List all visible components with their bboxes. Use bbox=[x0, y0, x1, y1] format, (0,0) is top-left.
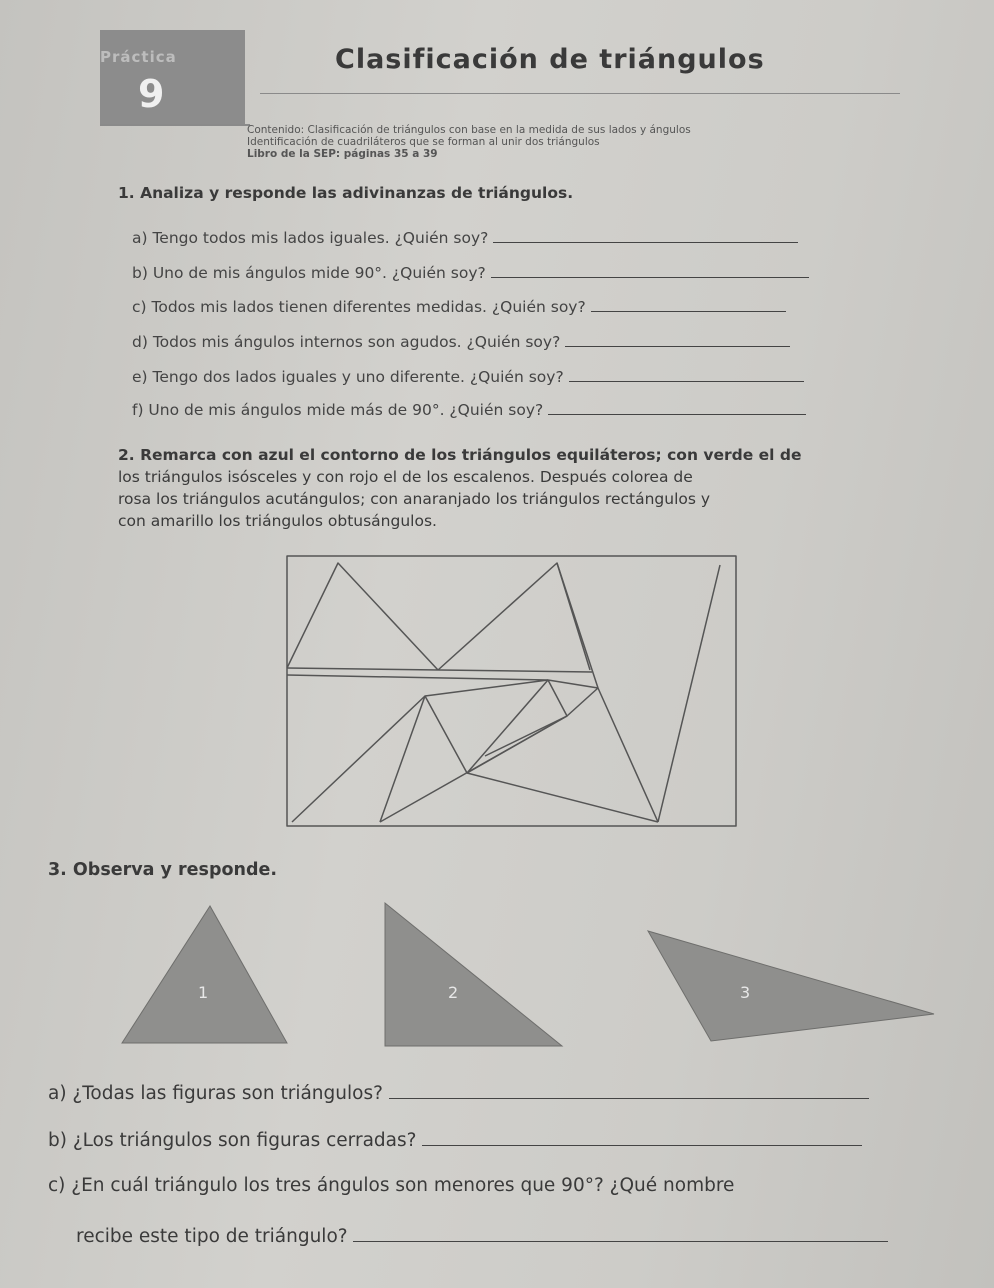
question-b bbox=[48, 1130, 862, 1151]
figure-3-triangle bbox=[648, 931, 934, 1041]
answer-blank-3b[interactable] bbox=[422, 1131, 862, 1146]
mosaic-border bbox=[287, 556, 736, 826]
mosaic-line-g bbox=[548, 680, 567, 716]
mosaic-line-j bbox=[485, 716, 567, 756]
mosaic-line-c bbox=[380, 696, 425, 822]
mosaic-line-b bbox=[292, 680, 548, 822]
mosaic-line-i bbox=[380, 716, 567, 822]
mosaic-right-edge-diagonal bbox=[658, 565, 720, 822]
mosaic-line-h bbox=[467, 773, 658, 822]
libro-text: Libro de la SEP: páginas 35 a 39 bbox=[247, 148, 438, 160]
question-c-continued-text: recibe este tipo de triángulo? bbox=[76, 1226, 348, 1247]
figure-2-label: 2 bbox=[448, 983, 459, 1002]
section2-line-2: los triángulos isósceles y con rojo el de los escalenos. Después colorea de bbox=[118, 468, 693, 486]
answer-blank-3c[interactable] bbox=[353, 1227, 888, 1242]
mosaic-triangle-center-top bbox=[438, 563, 590, 670]
riddle-c-text: c) Todos mis lados tienen diferentes medidas. ¿Quién soy? bbox=[132, 298, 586, 316]
riddle-a-text: a) Tengo todos mis lados iguales. ¿Quién soy? bbox=[132, 229, 489, 247]
riddle-f-text: f) Uno de mis ángulos mide más de 90°. ¿Quién soy? bbox=[132, 401, 544, 419]
mosaic-triangle-left-top bbox=[287, 563, 438, 670]
question-b-text: b) ¿Los triángulos son figuras cerradas? bbox=[48, 1130, 417, 1151]
page-title: Clasificación de triángulos bbox=[335, 44, 765, 75]
section2-line-3: rosa los triángulos acutángulos; con anaranjado los triángulos rectángulos y bbox=[118, 490, 711, 508]
figure-2-triangle bbox=[385, 903, 562, 1046]
contenido-text: Contenido: Clasificación de triángulos con base en la medida de sus lados y ángulos bbox=[247, 124, 691, 136]
riddle-b-text: b) Uno de mis ángulos mide 90°. ¿Quién soy? bbox=[132, 264, 486, 282]
identificacion-text: Identificación de cuadriláteros que se forman al unir dos triángulos bbox=[247, 136, 600, 148]
mosaic-line-d bbox=[425, 696, 467, 773]
figure-3-label: 3 bbox=[740, 983, 751, 1002]
figure-1-triangle bbox=[122, 906, 287, 1043]
section2-line-1: 2. Remarca con azul el contorno de los triángulos equiláteros; con verde el de bbox=[118, 446, 802, 464]
mosaic-line-e bbox=[467, 680, 598, 773]
riddle-e-text: e) Tengo dos lados iguales y uno diferente. ¿Quién soy? bbox=[132, 368, 564, 386]
question-a-text: a) ¿Todas las figuras son triángulos? bbox=[48, 1083, 383, 1104]
riddle-d-text: d) Todos mis ángulos internos son agudos. ¿Quién soy? bbox=[132, 333, 561, 351]
mosaic-line-a bbox=[287, 675, 548, 680]
practice-badge-word: Práctica bbox=[100, 48, 177, 66]
section2-line-4: con amarillo los triángulos obtusángulos. bbox=[118, 512, 437, 530]
answer-blank-3a[interactable] bbox=[389, 1084, 869, 1099]
mosaic-right-diagonal bbox=[557, 563, 658, 822]
section3-heading: 3. Observa y responde. bbox=[48, 860, 278, 880]
section1-heading: 1. Analiza y responde las adivinanzas de triángulos. bbox=[118, 184, 574, 202]
question-c: c) ¿En cuál triángulo los tres ángulos son menores que 90°? ¿Qué nombre bbox=[48, 1175, 735, 1196]
question-c-continued bbox=[76, 1226, 888, 1247]
figure-1-label: 1 bbox=[198, 983, 209, 1002]
practice-number: 9 bbox=[138, 72, 165, 116]
mosaic-line-f bbox=[467, 688, 598, 773]
question-a bbox=[48, 1083, 869, 1104]
